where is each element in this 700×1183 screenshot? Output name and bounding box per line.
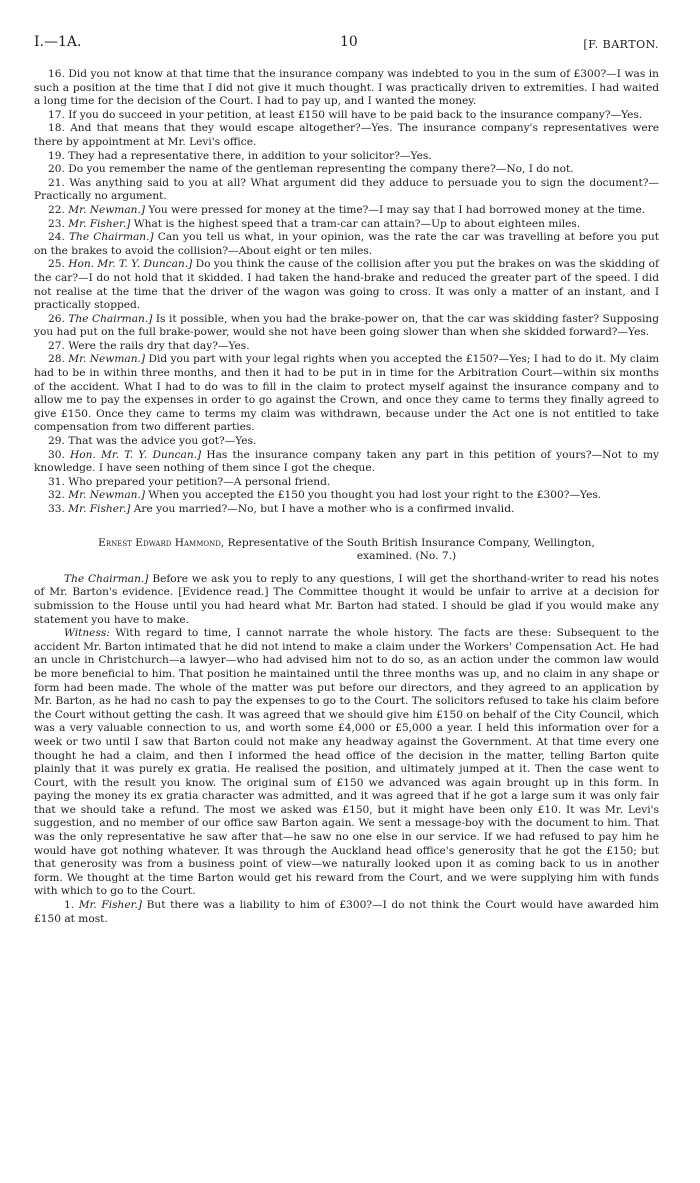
question-number: 17. — [48, 108, 69, 121]
question-answer — [34, 218, 659, 232]
question-number: 29. — [48, 435, 69, 448]
question-answer — [34, 163, 659, 177]
witness-examined: examined. (No. 7.) — [356, 550, 457, 563]
question-answer — [34, 204, 659, 218]
question-answer — [34, 313, 659, 340]
witness-description: Representative of the South British Insurance Company, Wellington, — [227, 536, 595, 549]
question-number: 27. — [48, 339, 69, 352]
question-answer — [34, 177, 659, 204]
paragraph-text: Before we ask you to reply to any questions, I will get the shorthand-writer to read his notes of Mr. Barton's evidence. [Evidence read.] The Committee thought it would be unfair to arrive at a decision for submission to the House until you had heard what Mr. Barton had stated. I should be glad if you would make any statement you have to make. — [34, 572, 659, 626]
question-number: 23. — [48, 217, 69, 230]
paragraph-text: Are you married?—No, but I have a mother who is a confirmed invalid. — [133, 503, 515, 515]
speaker-name: Mr. Fisher.] — [68, 217, 131, 230]
question-number: 25. — [48, 258, 69, 271]
paragraph-text: Was anything said to you at all? What argument did they adduce to persuade you to sign the document?—Practically no argument. — [34, 176, 659, 203]
question-number: 31. — [48, 475, 69, 488]
paragraph-text: Did you not know at that time that the insurance company was indebted to you in the sum of £300?—I was in such a position at the time that I did not give it much thought. I was practically driven to extremities. I had waited a long time for the decision of the Court. I had to pay up, and I wanted the money. — [34, 68, 659, 108]
question-answer — [34, 258, 659, 312]
paragraph-text: That was the advice you got?—Yes. — [68, 435, 257, 448]
question-number: 18. — [48, 122, 71, 135]
paragraph-text: You were pressed for money at the time?—I may say that I had borrowed money at the time. — [148, 203, 646, 216]
question-answer — [34, 489, 659, 503]
question-answer — [34, 353, 659, 435]
witness-name: Ernest Edward Hammond, — [98, 536, 225, 549]
question-answer — [34, 476, 659, 490]
paragraph-text: And that means that they would escape altogether?—Yes. The insurance company's representatives were there by appointment at Mr. Levi's office. — [34, 122, 660, 148]
question-answer — [34, 340, 659, 354]
paragraph-text: What is the highest speed that a tram-car can attain?—Up to about eighteen miles. — [133, 217, 581, 230]
question-answer — [34, 68, 659, 109]
question-number: 30. — [48, 448, 71, 461]
witness-heading — [34, 537, 659, 564]
paragraph-text: Is it possible, when you had the brake-power on, that the car was skidding faster? Supposing you had put on the full brake-power, would she not have been going slower than when she skidded forward?—Yes. — [34, 312, 659, 339]
question-number: 28. — [48, 353, 69, 366]
speaker-name: Witness: — [64, 627, 110, 640]
paragraph-text: When you accepted the £150 you thought you had lost your right to the £300?—Yes. — [148, 489, 602, 502]
paragraph-text: Do you remember the name of the gentleman representing the company there?—No, I do not. — [68, 163, 574, 176]
testimony-paragraph — [34, 573, 659, 627]
question-answer-list — [34, 68, 659, 517]
paragraph-text: With regard to time, I cannot narrate the whole history. The facts are these: Subsequent to the accident Mr. Barton intimated that he did not intend to make a claim under the Workers' Compensation Act. He had an uncle in Christchurch—a lawyer—who had advised him not to do so, as an action under the common law would be more beneficial to him. That position he maintained until the three months was up, and no claim in any shape or form had been made. The whole of the matter was put before our directors, and they agreed to an application by Mr. Barton, as he had no cash to pay the expenses to go to the Court. The solicitors refused to take his claim before the Court without getting the cash. It was agreed that we should give him £150 on behalf of the City Council, which was a very valuable connection to us, and worth some £4,000 or £5,000 a year. I held this information over for a week or two until I saw that Barton could not make any headway against the Government. At that time every one thought he had a claim, and then I informed the head office of the decision in the matter, telling Barton quite plainly that it was purely ex gratia. He realised the position, and ultimately jumped at it. Then the case went to Court, with the result you know. The original sum of £150 we advanced was again brought up in this form. In paying the money its ex gratia character was admitted, and it was agreed that if he got a large sum it was only fair that we should take a refund. The most we asked was £150, but it might have been only £10. It was Mr. Levi's suggestion, and no member of our office saw Barton again. We sent a message-boy with the document to him. That was the only representative he saw after that—he saw no one else in our service. If we had refused to pay him he would have got nothing whatever. It was through the Auckland head office's generosity that he got the £150; but that generosity was from a business point of view—we naturally looked upon it as coming back to us in another form. We thought at the time Barton would get his reward from the Court, and we were supplying him with funds with which to go to the Court. — [34, 627, 660, 898]
page-number: 10 — [340, 34, 358, 50]
speaker-name: Hon. Mr. T. Y. Duncan.] — [68, 258, 193, 271]
paragraph-text: Can you tell us what, in your opinion, was the rate the car was travelling at before you put on the brakes to avoid the collision?—About eight or ten miles. — [34, 231, 659, 257]
question-number: 20. — [48, 163, 69, 176]
speaker-name: The Chairman.] — [64, 572, 149, 585]
witness-reference: [F. BARTON. — [583, 38, 659, 51]
document-page — [34, 28, 659, 926]
testimony-body — [34, 573, 659, 926]
question-answer — [34, 150, 659, 164]
testimony-paragraph — [34, 899, 659, 926]
speaker-name: Mr. Fisher.] — [78, 899, 143, 912]
speaker-name: Mr. Fisher.] — [68, 503, 131, 515]
paragraph-text: Who prepared your petition?—A personal friend. — [68, 475, 331, 488]
paragraph-text: If you do succeed in your petition, at least £150 will have to be paid back to the insurance company?—Yes. — [68, 108, 643, 121]
question-number: 22. — [48, 203, 69, 216]
page-header — [34, 28, 659, 68]
paragraph-text: Has the insurance company taken any part in this petition of yours?—Not to my knowledge. I have seen nothing of them since I got the cheque. — [34, 448, 659, 475]
testimony-paragraph — [34, 627, 659, 899]
question-answer — [34, 503, 659, 517]
question-answer — [34, 435, 659, 449]
paragraph-text: Did you part with your legal rights when you accepted the £150?—Yes; I had to do it. My claim had to be in within three months, and then it had to be put in in time for the Arbitration Court—within six months of the accident. What I had to do was to fill in the claim to protect myself against the insurance company and to allow me to pay the expenses in order to go against the Crown, and once they came to terms they finally agreed to give £150. Once they came to terms my claim was withdrawn, because under the Act one is not entitled to take compensation from two different parties. — [34, 353, 660, 434]
question-number: 1. — [64, 899, 79, 912]
paragraph-text: They had a representative there, in addition to your solicitor?—Yes. — [68, 149, 432, 162]
speaker-name: Mr. Newman.] — [68, 353, 146, 366]
question-answer — [34, 449, 659, 476]
speaker-name: Mr. Newman.] — [68, 203, 145, 216]
question-number: 24. — [48, 231, 69, 244]
speaker-name: Hon. Mr. T. Y. Duncan.] — [70, 448, 202, 461]
question-answer — [34, 109, 659, 123]
speaker-name: The Chairman.] — [68, 231, 154, 244]
question-number: 16. — [48, 68, 69, 80]
speaker-name: Mr. Newman.] — [68, 489, 145, 502]
question-answer — [34, 122, 659, 149]
question-number: 19. — [48, 149, 69, 162]
paragraph-text: Were the rails dry that day?—Yes. — [68, 339, 250, 352]
question-number: 21. — [48, 176, 70, 189]
question-answer — [34, 231, 659, 258]
paragraph-text: Do you think the cause of the collision after you put the brakes on was the skidding of the car?—I do not hold that it skidded. I had taken the hand-brake and reduced the greater part of the speed. I did not realise at the time that the driver of the wagon was going to cross. It was only a matter of an instant, and I practically stopped. — [34, 258, 659, 312]
speaker-name: The Chairman.] — [68, 312, 153, 325]
question-number: 32. — [48, 489, 69, 502]
question-number: 26. — [48, 312, 69, 325]
paper-reference: I.—1A. — [34, 34, 82, 50]
question-number: 33. — [48, 503, 69, 515]
paragraph-text: But there was a liability to him of £300?—I do not think the Court would have awarded him £150 at most. — [34, 899, 659, 925]
